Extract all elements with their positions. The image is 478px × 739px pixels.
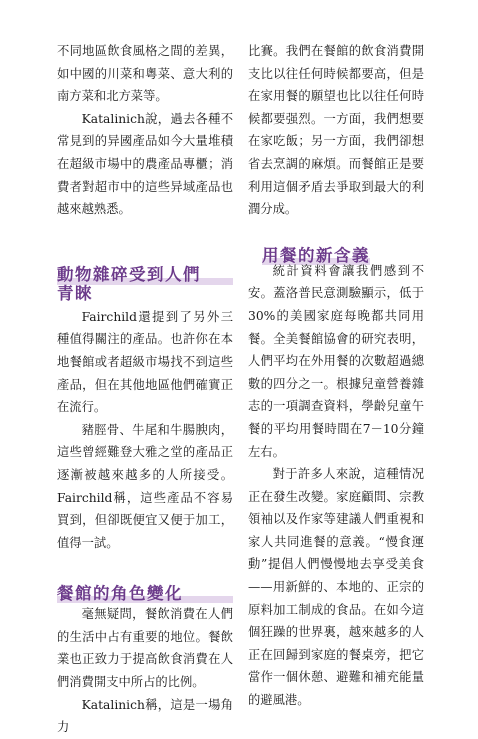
section-heading-offal <box>57 265 233 303</box>
paragraph: 毫無疑問，餐飲消費在人們的生活中占有重要的地位。餐飲業也正致力于提高飲食消費在人們消費開支中所占的比例。 <box>57 607 233 690</box>
heading-text: 用餐的新含義 <box>262 245 370 265</box>
section-heading-restaurant-role <box>57 584 233 603</box>
left-column <box>57 40 233 739</box>
paragraph: 不同地區飲食風格之間的差異，如中國的川菜和粵菜、意大利的南方菜和北方菜等。 <box>57 44 233 104</box>
paragraph: Katalinich說，過去各種不常見到的异國產品如今大量堆積在超級市場中的農產品專櫃；消費者對超市中的這些异域產品也越來越熟悉。 <box>57 111 233 217</box>
paragraph: 統計資料會讓我們感到不安。蓋洛普民意測驗顯示，低于30%的美國家庭每晚都共同用餐。全美餐館協會的研究表明，人們平均在外用餐的次數超過總數的四分之一。根據兒童營養雜志的一項調查資料，學齡兒童午餐的平均用餐時間在7－10分鐘左右。 <box>248 263 424 459</box>
heading-text: 餐館的角色變化 <box>57 584 183 604</box>
paragraph: 比賽。我們在餐館的飲食消費開支比以往任何時候都要高，但是在家用餐的願望也比以往任何時候都要强烈。一方面，我們想要在家吃飯；另一方面，我們卻想省去烹調的麻煩。而餐館正是要利用這個矛盾去爭取到最大的利潤分成。 <box>248 44 424 217</box>
heading-line: 青睞 <box>57 283 93 303</box>
right-column <box>248 40 424 712</box>
paragraph: 豬脛骨、牛尾和牛腸腴肉，這些曾經難登大雅之堂的產品正逐漸被越來越多的人所接受。Fairchild稱，這些產品不容易買到，但卻既便宜又便于加工，值得一試。 <box>57 422 233 550</box>
section-heading-new-meaning <box>262 246 438 265</box>
paragraph: Katalinich稱，這是一場角力 <box>57 697 233 735</box>
paragraph: 對于許多人來說，這種情况正在發生改變。家庭顧問、宗教領袖以及作家等建議人們重視和家人共同進餐的意義。“慢食運動”提倡人們慢慢地去享受美食——用新鮮的、本地的、正宗的原料加工制成的食品。在如今這個狂躁的世界裏，越來越多的人正在回歸到家庭的餐桌旁，把它當作一個休憩、避難和補充能量的避風港。 <box>248 467 424 708</box>
heading-line: 動物雜碎受到人們 <box>57 264 201 284</box>
paragraph: Fairchild還提到了另外三種值得關注的產品。也許你在本地餐館或者超級市場找不到這些產品，但在其他地區他們確實正在流行。 <box>57 309 233 415</box>
